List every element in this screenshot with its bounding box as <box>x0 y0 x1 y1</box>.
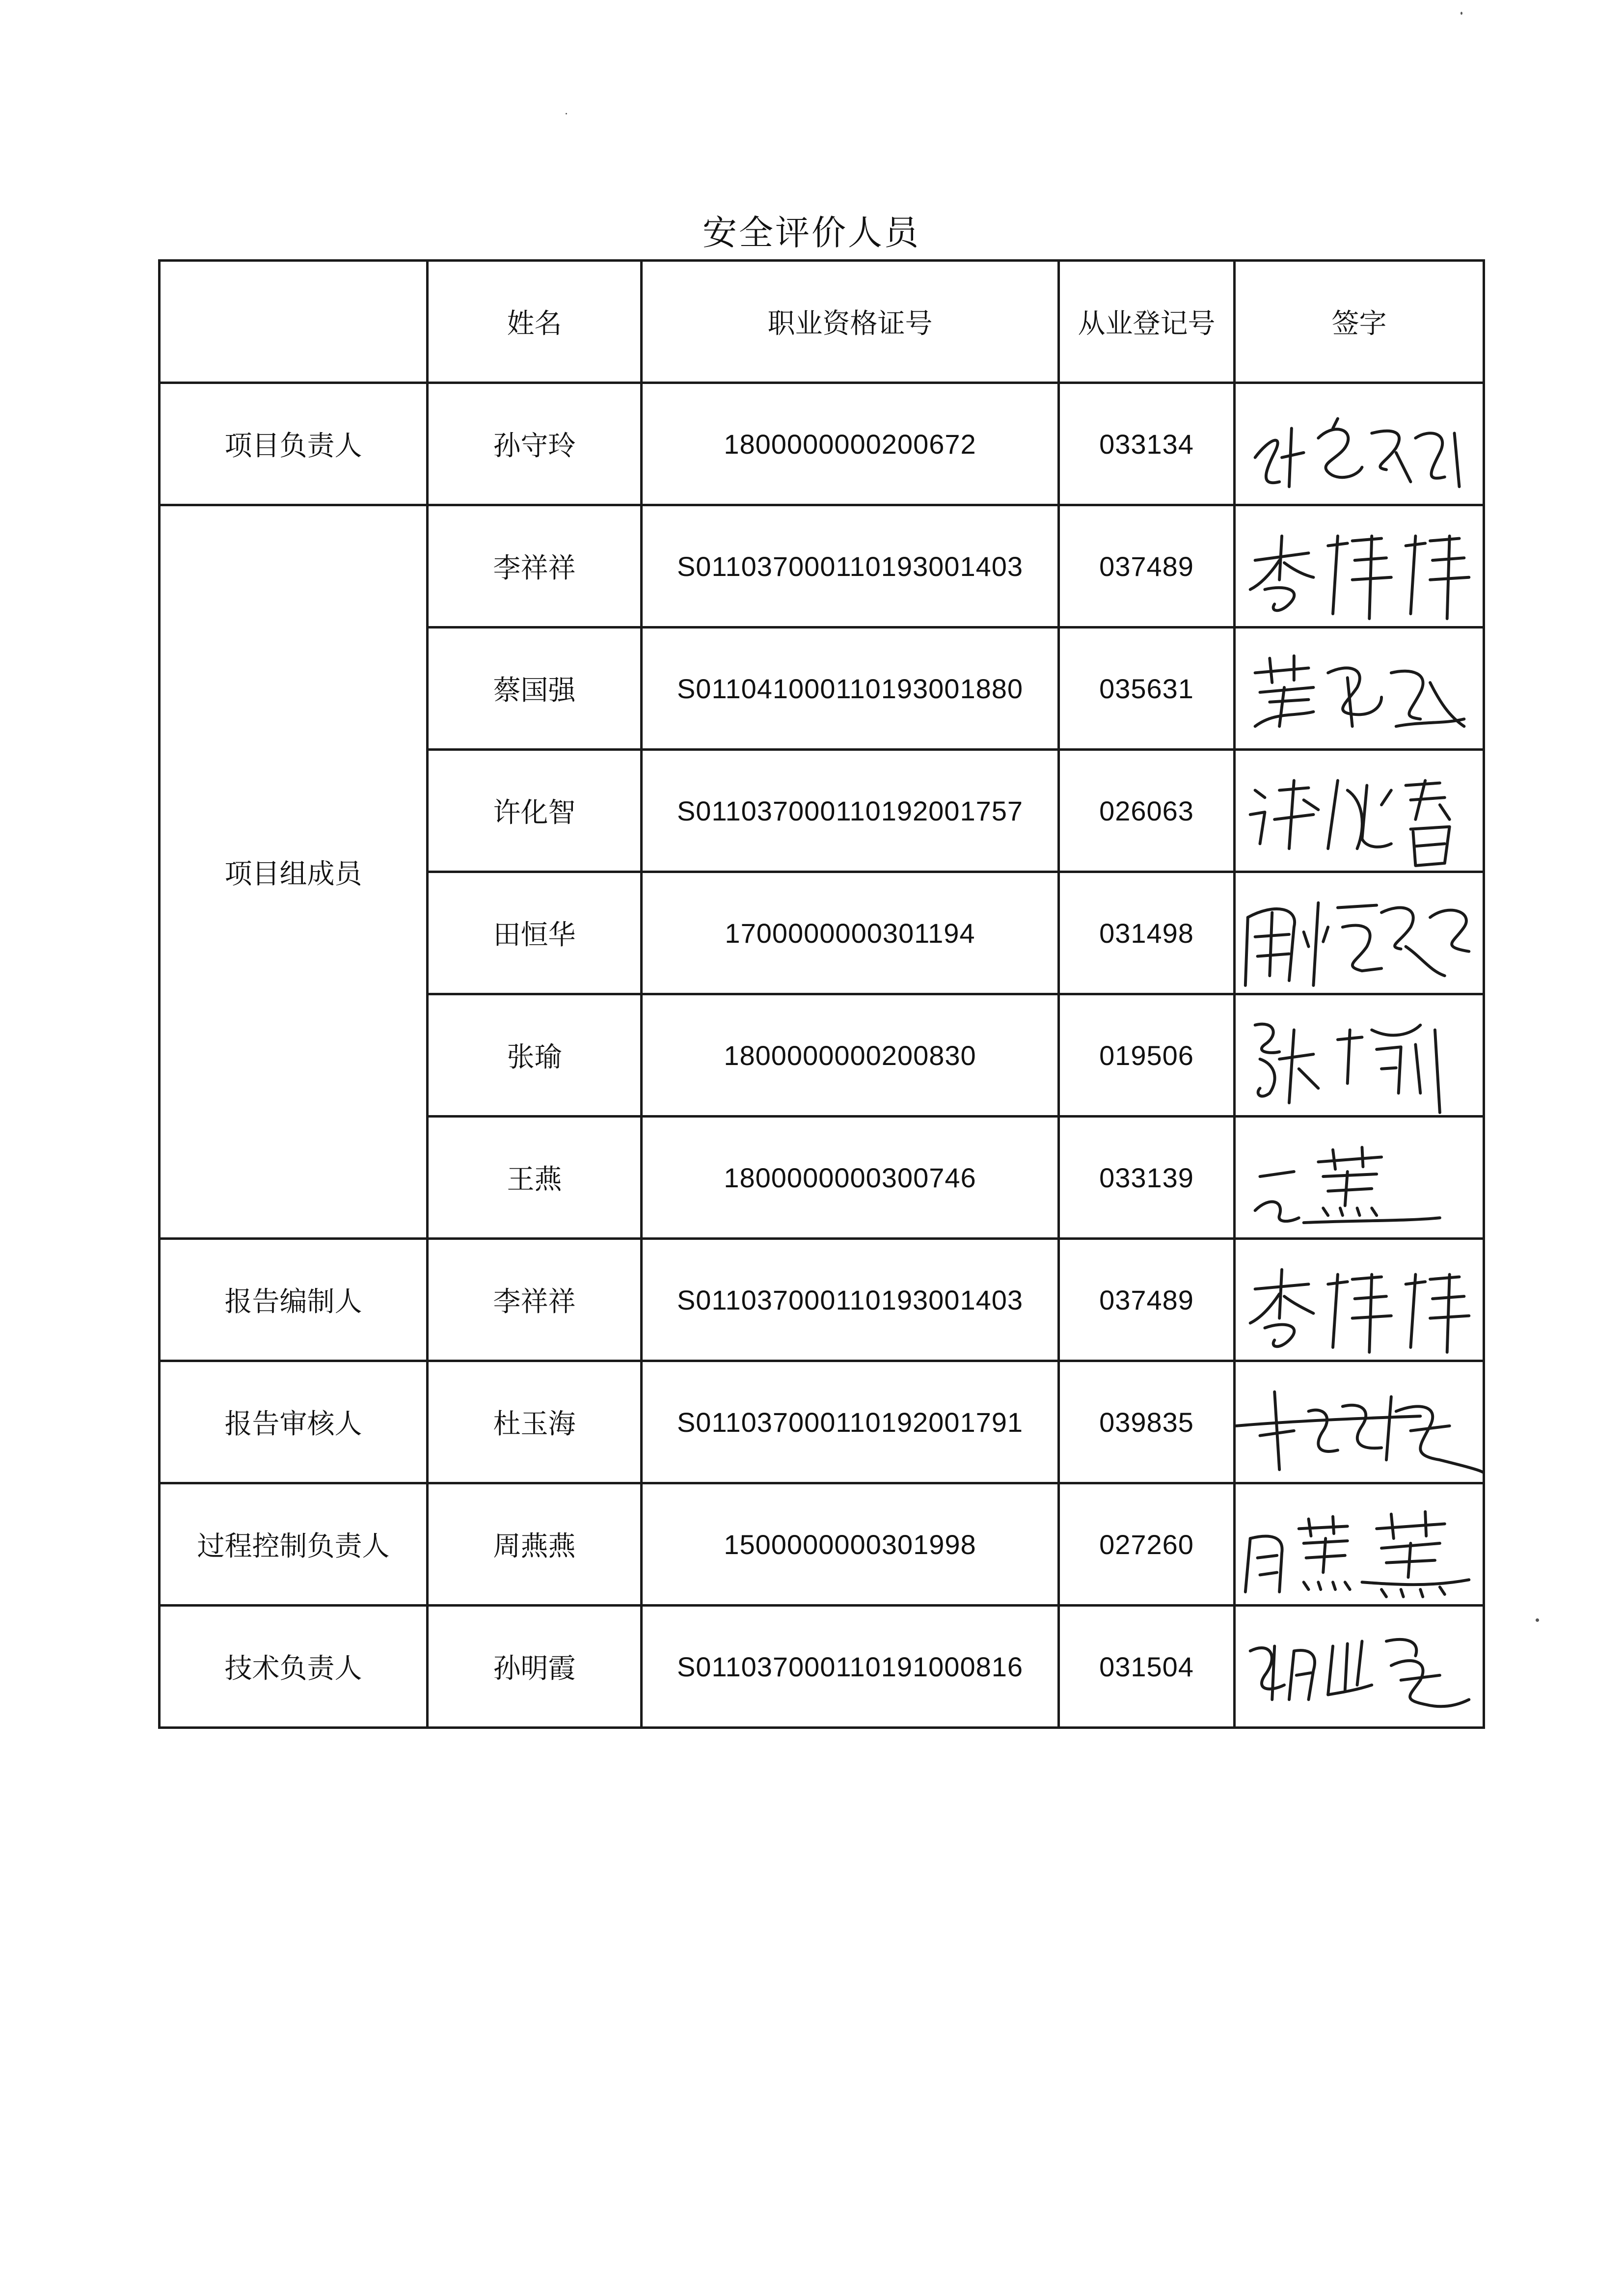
table-row <box>160 383 1484 505</box>
reg-cell: 019506 <box>1059 994 1235 1117</box>
cert-cell: S011037000110193001403 <box>642 1239 1059 1361</box>
name-cell: 许化智 <box>428 750 642 872</box>
cert-cell: S011037000110192001757 <box>642 750 1059 872</box>
handwritten-signature <box>1236 873 1483 993</box>
handwritten-signature <box>1236 1484 1483 1604</box>
role-cell: 技术负责人 <box>160 1606 428 1728</box>
name-cell: 李祥祥 <box>428 505 642 628</box>
name-cell: 蔡国强 <box>428 628 642 750</box>
name-cell: 孙守玲 <box>428 383 642 505</box>
reg-cell: 035631 <box>1059 628 1235 750</box>
scan-speck <box>1461 12 1462 15</box>
reg-cell: 033134 <box>1059 383 1235 505</box>
scan-speck <box>566 113 567 114</box>
cert-cell: S011041000110193001880 <box>642 628 1059 750</box>
header-signature: 签字 <box>1235 261 1484 383</box>
role-cell: 过程控制负责人 <box>160 1483 428 1606</box>
signature-cell <box>1235 1117 1484 1239</box>
cert-cell: 1800000000200830 <box>642 994 1059 1117</box>
handwritten-signature <box>1236 1362 1483 1482</box>
role-cell: 项目组成员 <box>160 505 428 1239</box>
handwritten-signature <box>1236 629 1483 748</box>
header-reg: 从业登记号 <box>1059 261 1235 383</box>
table-row <box>160 1483 1484 1606</box>
reg-cell: 037489 <box>1059 1239 1235 1361</box>
role-cell: 报告编制人 <box>160 1239 428 1361</box>
name-cell: 周燕燕 <box>428 1483 642 1606</box>
signature-cell <box>1235 1361 1484 1483</box>
table-row <box>160 505 1484 628</box>
handwritten-signature <box>1236 751 1483 871</box>
signature-cell <box>1235 628 1484 750</box>
signature-cell <box>1235 872 1484 994</box>
name-cell: 田恒华 <box>428 872 642 994</box>
header-role <box>160 261 428 383</box>
handwritten-signature <box>1236 1118 1483 1237</box>
role-cell: 项目负责人 <box>160 383 428 505</box>
signature-cell <box>1235 994 1484 1117</box>
role-cell: 报告审核人 <box>160 1361 428 1483</box>
cert-cell: 1800000000300746 <box>642 1117 1059 1239</box>
header-cert: 职业资格证号 <box>642 261 1059 383</box>
signature-cell <box>1235 1239 1484 1361</box>
cert-cell: 1700000000301194 <box>642 872 1059 994</box>
handwritten-signature <box>1236 995 1483 1115</box>
signature-cell <box>1235 750 1484 872</box>
signature-cell <box>1235 383 1484 505</box>
cert-cell: S011037000110192001791 <box>642 1361 1059 1483</box>
handwritten-signature <box>1236 1240 1483 1360</box>
reg-cell: 037489 <box>1059 505 1235 628</box>
scan-speck <box>1536 1618 1539 1622</box>
reg-cell: 027260 <box>1059 1483 1235 1606</box>
header-name: 姓名 <box>428 261 642 383</box>
reg-cell: 033139 <box>1059 1117 1235 1239</box>
table-row <box>160 1361 1484 1483</box>
signature-cell <box>1235 1606 1484 1728</box>
safety-evaluation-staff-table <box>158 259 1485 1729</box>
signature-cell <box>1235 1483 1484 1606</box>
cert-cell: 1500000000301998 <box>642 1483 1059 1606</box>
name-cell: 王燕 <box>428 1117 642 1239</box>
name-cell: 杜玉海 <box>428 1361 642 1483</box>
handwritten-signature <box>1236 506 1483 626</box>
name-cell: 孙明霞 <box>428 1606 642 1728</box>
name-cell: 李祥祥 <box>428 1239 642 1361</box>
cert-cell: S011037000110193001403 <box>642 505 1059 628</box>
name-cell: 张瑜 <box>428 994 642 1117</box>
reg-cell: 031504 <box>1059 1606 1235 1728</box>
reg-cell: 039835 <box>1059 1361 1235 1483</box>
handwritten-signature <box>1236 384 1483 504</box>
table-row <box>160 1606 1484 1728</box>
table-row <box>160 1239 1484 1361</box>
cert-cell: 1800000000200672 <box>642 383 1059 505</box>
document-title: 安全评价人员 <box>703 213 920 253</box>
reg-cell: 026063 <box>1059 750 1235 872</box>
handwritten-signature <box>1236 1607 1483 1726</box>
header-row <box>160 261 1484 383</box>
signature-cell <box>1235 505 1484 628</box>
cert-cell: S011037000110191000816 <box>642 1606 1059 1728</box>
reg-cell: 031498 <box>1059 872 1235 994</box>
